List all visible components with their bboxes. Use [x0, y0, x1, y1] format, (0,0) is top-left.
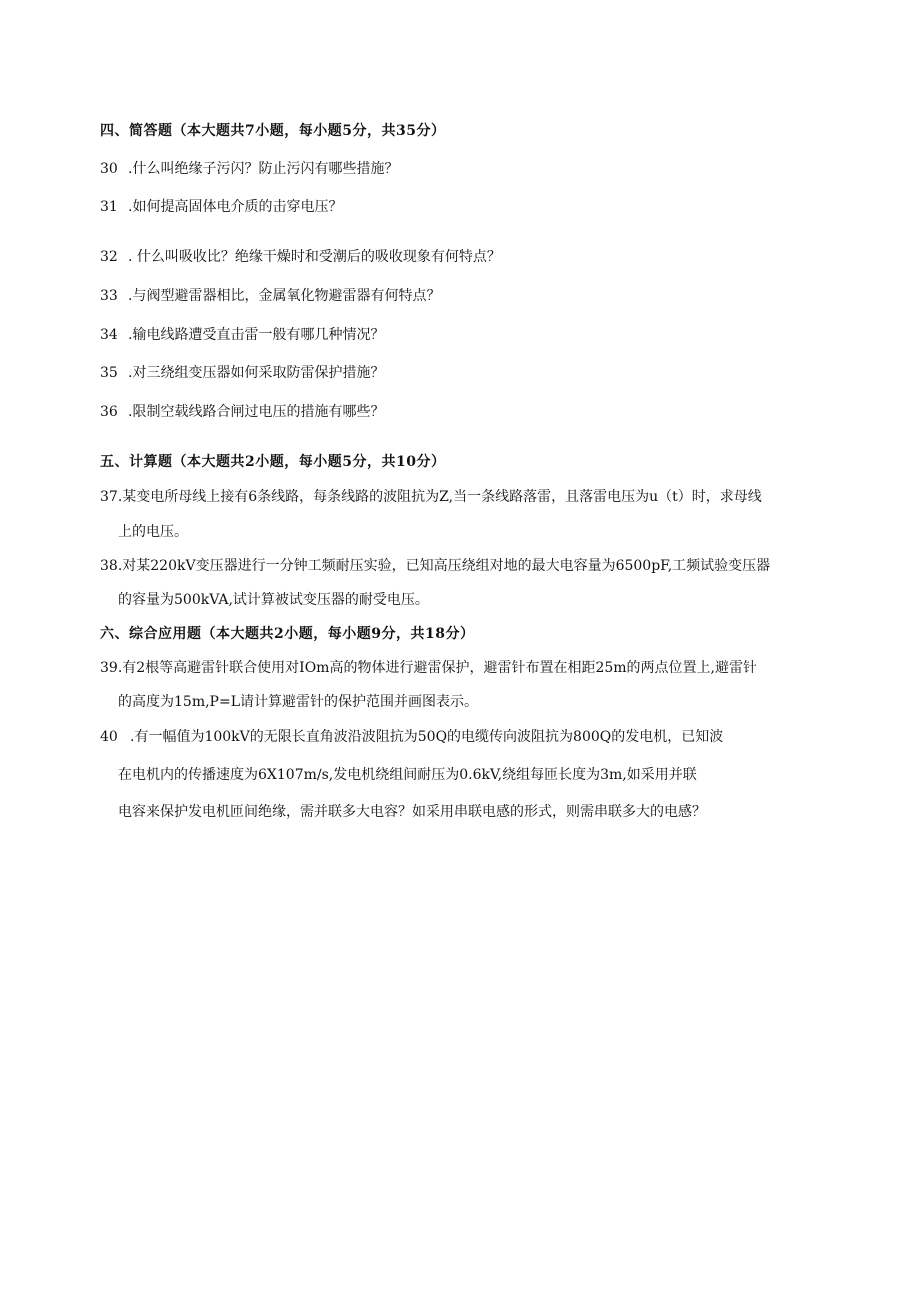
question-31: [100, 196, 342, 216]
question-number: 36: [100, 404, 118, 420]
question-number: 33: [100, 288, 118, 304]
question-40: [100, 726, 723, 746]
question-number: 30: [100, 161, 118, 177]
question-number: 32: [100, 249, 118, 265]
question-text: . 什么叫吸收比？绝缘干燥时和受潮后的吸收现象有何特点？: [128, 249, 501, 265]
question-33: [100, 285, 440, 305]
section-title-comprehensive: 六、综合应用题（本大题共2小题，每小题9分，共18分）: [100, 626, 475, 642]
question-text: .如何提高固体电介质的击穿电压？: [128, 199, 343, 215]
question-39-line2: 的高度为15m,P=L请计算避雷针的保护范围并画图表示。: [118, 694, 478, 710]
question-34: [100, 324, 384, 344]
question-number: 34: [100, 327, 118, 343]
question-36: [100, 401, 384, 421]
question-text: .与阀型避雷器相比，金属氧化物避雷器有何特点？: [128, 288, 441, 304]
question-39-line1: 39.有2根等高避雷针联合使用对IOm高的物体进行避雷保护，避雷针布置在相距25m的两点位置上,避雷针: [100, 660, 757, 676]
question-number: 35: [100, 365, 118, 381]
question-text: .什么叫绝缘子污闪？防止污闪有哪些措施？: [128, 161, 399, 177]
question-text: .输电线路遭受直击雷一般有哪几种情况？: [128, 327, 385, 343]
question-38-line2: 的容量为500kVA,试计算被试变压器的耐受电压。: [118, 592, 429, 608]
question-text: .对三绕组变压器如何采取防雷保护措施？: [128, 365, 385, 381]
question-35: [100, 362, 384, 382]
question-text: .限制空载线路合闸过电压的措施有哪些？: [128, 404, 385, 420]
question-number: 31: [100, 199, 118, 215]
question-40-line3: 电容来保护发电机匝间绝缘，需并联多大电容？如采用串联电感的形式，则需串联多大的电感？: [118, 804, 706, 820]
question-38-line1: 38.对某220kV变压器进行一分钟工频耐压实验，已知高压绕组对地的最大电容量为6500pF,工频试验变压器: [100, 558, 771, 574]
section-title-short-answer: 四、简答题（本大题共7小题，每小题5分，共35分）: [100, 123, 446, 139]
question-40-line2: 在电机内的传播速度为6X107m∕s,发电机绕组间耐压为0.6kV,绕组每匝长度为3m,如采用并联: [118, 767, 697, 783]
question-text: .有一幅值为100kV的无限长直角波沿波阻抗为50Q的电缆传向波阻抗为800Q的发电机，已知波: [130, 729, 724, 745]
question-30: [100, 158, 398, 178]
section-title-calculation: 五、计算题（本大题共2小题，每小题5分，共10分）: [100, 454, 446, 470]
question-37-line1: 37.某变电所母线上接有6条线路，每条线路的波阻抗为Z,当一条线路落雷，且落雷电压为u（t）时，求母线: [100, 489, 762, 505]
question-32: [100, 246, 501, 266]
question-37-line2: 上的电压。: [118, 524, 188, 540]
question-number: 40: [100, 729, 118, 745]
